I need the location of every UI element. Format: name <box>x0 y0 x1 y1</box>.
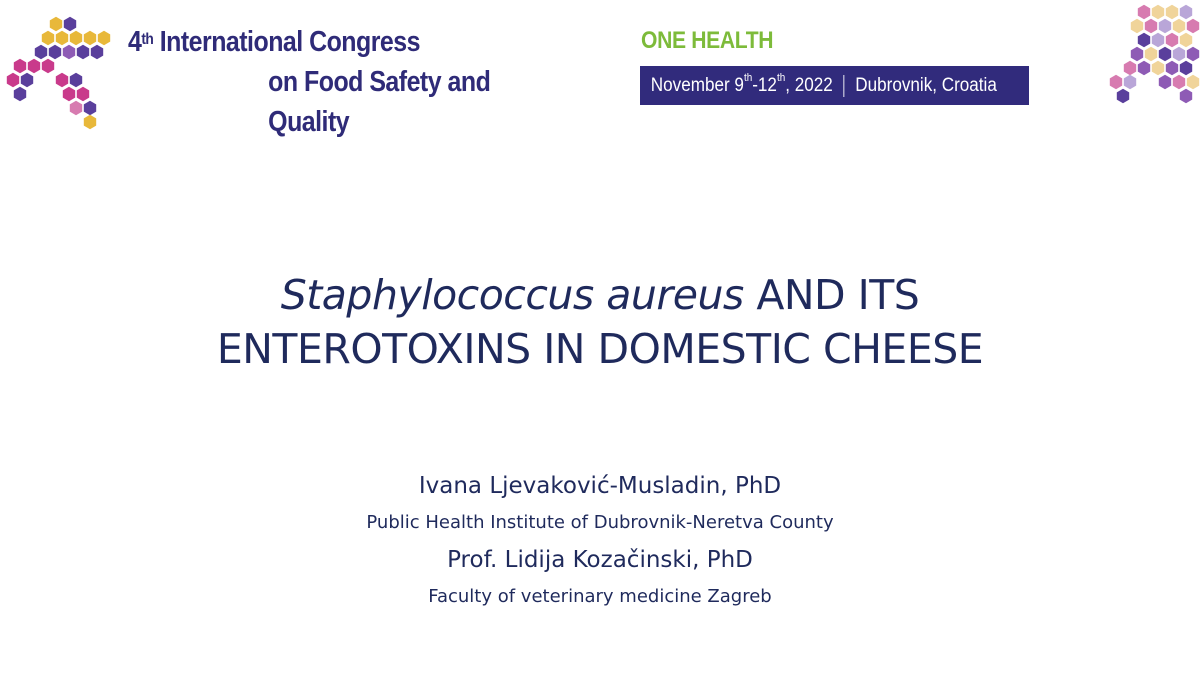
hexagon-shape <box>70 73 82 87</box>
hexagon-shape <box>1159 47 1171 61</box>
hexagon-shape <box>35 45 47 59</box>
affiliation-1: Public Health Institute of Dubrovnik-Neretva County <box>366 512 834 533</box>
hexagon-shape <box>1152 33 1164 47</box>
hexagon-shape <box>56 31 68 45</box>
hexagon-shape <box>1124 75 1136 89</box>
hexagon-shape <box>77 45 89 59</box>
hexagon-shape <box>21 73 33 87</box>
hexagon-shape <box>1180 61 1192 75</box>
hexagon-shape <box>63 45 75 59</box>
congress-title-line2: on Food Safety and Quality <box>268 66 491 138</box>
hexagon-shape <box>7 73 19 87</box>
hexagon-shape <box>1187 19 1199 33</box>
hexagon-shape <box>91 45 103 59</box>
hexagon-shape <box>49 45 61 59</box>
hexagon-shape <box>1166 5 1178 19</box>
one-health-label: ONE HEALTH <box>641 27 774 54</box>
hexagon-shape <box>1145 19 1157 33</box>
title-line2: ENTEROTOXINS IN DOMESTIC CHEESE <box>216 325 984 373</box>
title-species: Staphylococcus aureus <box>280 271 744 319</box>
hexagon-shape <box>77 87 89 101</box>
hexagon-shape <box>64 17 76 31</box>
title-line1: Staphylococcus aureus AND ITS <box>280 271 920 319</box>
hexagon-shape <box>1138 61 1150 75</box>
hexagon-shape <box>1180 33 1192 47</box>
hexagon-shape <box>1131 47 1143 61</box>
hexagon-shape <box>1145 47 1157 61</box>
hexagon-shape <box>1124 61 1136 75</box>
hexagon-shape <box>1117 89 1129 103</box>
hexagon-shape <box>70 31 82 45</box>
hexagon-shape <box>1159 75 1171 89</box>
congress-title-line1: 4th International Congress <box>128 26 420 58</box>
event-location: Dubrovnik, Croatia <box>855 74 997 96</box>
hexagon-shape <box>42 31 54 45</box>
hexagon-shape <box>1159 19 1171 33</box>
date-location-band <box>640 66 1029 105</box>
band-divider <box>844 75 845 97</box>
authors-block <box>200 468 1000 616</box>
hexagon-logo-left <box>4 14 114 134</box>
hexagon-shape <box>1187 47 1199 61</box>
hexagon-shape <box>14 87 26 101</box>
hexagon-shape <box>98 31 110 45</box>
hexagon-shape <box>1138 5 1150 19</box>
hexagon-logo-right <box>1104 0 1200 112</box>
hexagon-shape <box>28 59 40 73</box>
author-1: Ivana Ljevaković-Musladin, PhD <box>418 473 782 499</box>
hexagon-shape <box>1180 89 1192 103</box>
hexagon-shape <box>50 17 62 31</box>
hexagon-shape <box>14 59 26 73</box>
author-2: Prof. Lidija Kozačinski, PhD <box>447 547 753 573</box>
hexagon-shape <box>63 87 75 101</box>
hexagon-shape <box>1166 33 1178 47</box>
hexagon-shape <box>1173 75 1185 89</box>
hexagon-shape <box>1180 5 1192 19</box>
hexagon-shape <box>84 115 96 129</box>
hexagon-shape <box>1187 75 1199 89</box>
hexagon-shape <box>84 31 96 45</box>
hexagon-shape <box>56 73 68 87</box>
hexagon-shape <box>70 101 82 115</box>
hexagon-shape <box>84 101 96 115</box>
hexagon-shape <box>1138 33 1150 47</box>
hexagon-shape <box>1152 61 1164 75</box>
hexagon-shape <box>1110 75 1122 89</box>
presentation-title <box>100 268 1100 376</box>
hexagon-shape <box>1152 5 1164 19</box>
hexagon-shape <box>1166 61 1178 75</box>
congress-title <box>128 22 558 142</box>
hexagon-shape <box>1131 19 1143 33</box>
affiliation-2: Faculty of veterinary medicine Zagreb <box>428 586 772 607</box>
hexagon-shape <box>1173 19 1185 33</box>
event-date: November 9th-12th, 2022 <box>650 71 833 96</box>
hexagon-shape <box>1173 47 1185 61</box>
hexagon-shape <box>42 59 54 73</box>
